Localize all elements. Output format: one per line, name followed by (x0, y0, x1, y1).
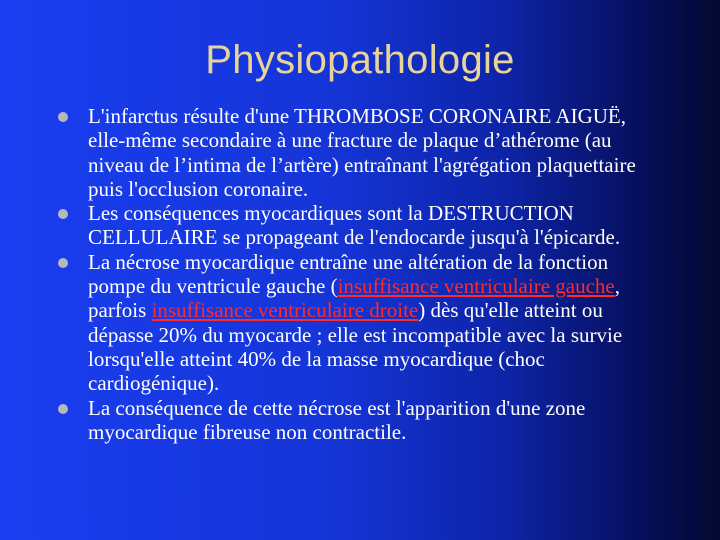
bullet-dot-icon (58, 404, 68, 414)
list-item (88, 396, 668, 445)
item-text: ) dès qu'elle atteint ou dépasse 20% du myocarde ; elle est incompatible avec la survie lorsqu'elle atteint 40% de la masse myocardique (choc cardiogénique). (88, 298, 623, 396)
emphasis-text: DESTRUCTION CELLULAIRE (88, 201, 574, 250)
item-text: La nécrose myocardique entraîne une altération de la fonction pompe du ventricule gauche ( (88, 249, 609, 299)
list-item (88, 201, 668, 250)
item-text: , elle-même secondaire à une fracture de plaque d’athérome (au niveau de l’intima de l’artère) entraînant l'agrégation plaquettaire puis l'occlusion coronaire. (88, 104, 636, 201)
slide-title (0, 38, 720, 83)
item-text: se propageant de l'endocarde jusqu'à l'épicarde. (217, 225, 621, 250)
item-text: La conséquence de cette nécrose est l'apparition d'une zone myocardique fibreuse non contractile. (88, 395, 586, 444)
slide-title-text: Physiopathologie (205, 38, 515, 82)
emphasis-text: THROMBOSE CORONAIRE AIGUË (294, 104, 621, 128)
bullet-list (88, 104, 668, 444)
bullet-dot-icon (58, 258, 68, 268)
bullet-dot-icon (58, 112, 68, 122)
link-insuffisance-ventriculaire-droite[interactable]: insuffisance ventriculaire droite (151, 298, 419, 323)
link-insuffisance-ventriculaire-gauche[interactable]: insuffisance ventriculaire gauche (337, 274, 615, 299)
item-text: , parfois (88, 274, 620, 323)
item-text: L'infarctus résulte d'une (88, 104, 295, 128)
item-text: Les conséquences myocardiques sont la (88, 201, 428, 226)
bullet-dot-icon (58, 209, 68, 219)
list-item (88, 250, 668, 396)
list-item (88, 104, 668, 201)
